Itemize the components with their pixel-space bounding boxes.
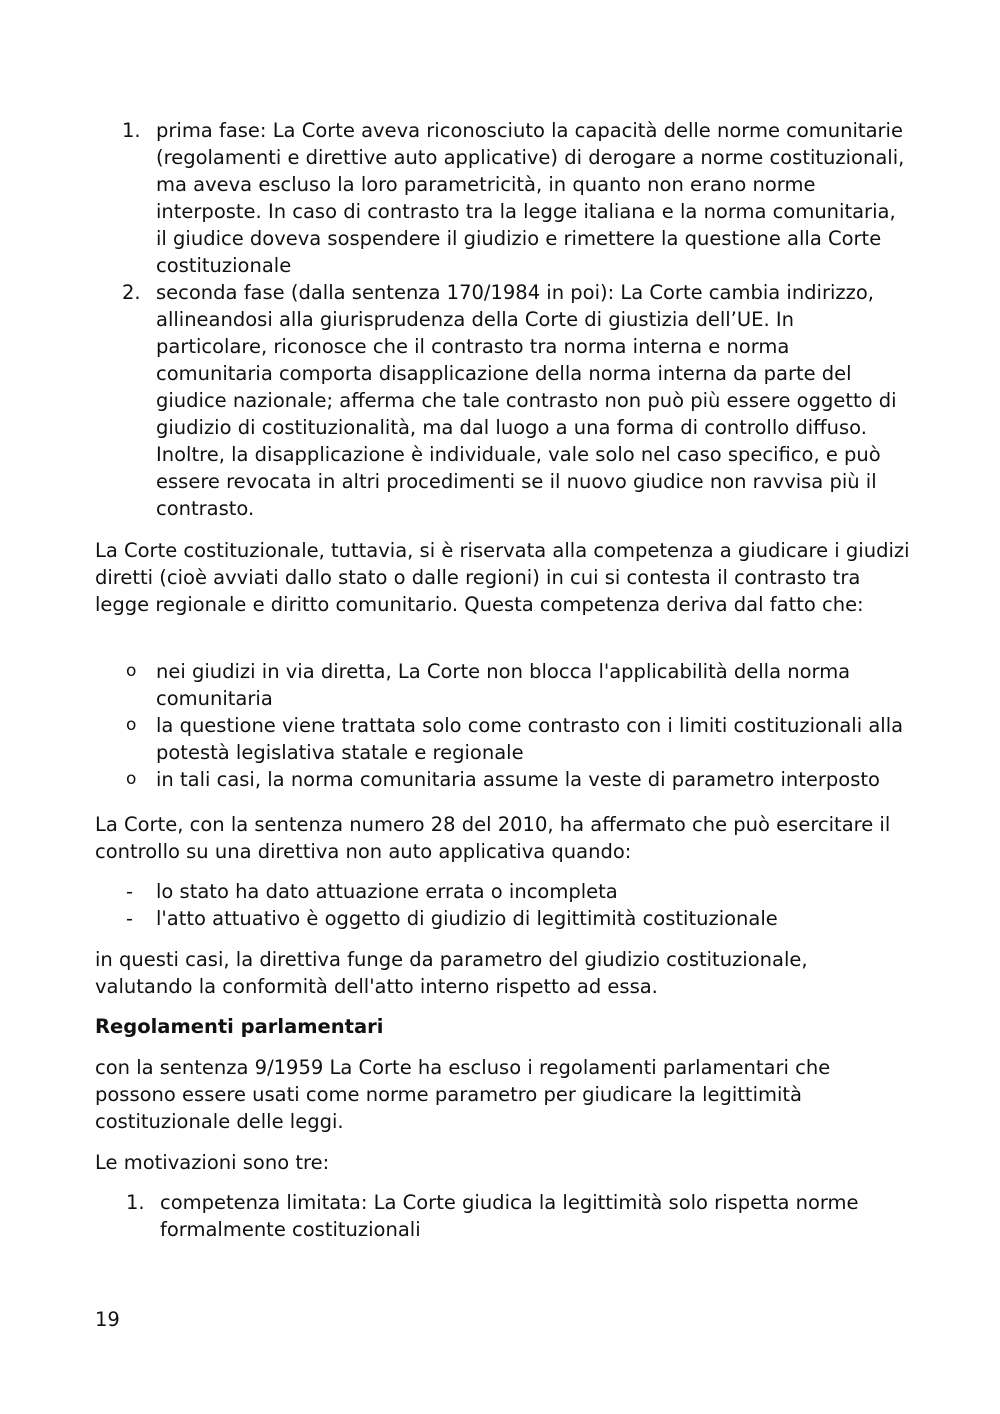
list-item-text: competenza limitata: La Corte giudica la legittimità solo rispetta norme formalmente costituzionali	[160, 1191, 859, 1241]
reasons-list	[95, 1189, 910, 1243]
list-item-text: l'atto attuativo è oggetto di giudizio di legittimità costituzionale	[156, 907, 778, 930]
list-item-text: seconda fase (dalla sentenza 170/1984 in poi): La Corte cambia indirizzo, allineandosi alla giurisprudenza della Corte di giustizia dell’UE. In particolare, riconosce che il contrasto tra norma interna e norma comunitaria comporta disapplicazione della norma interna da parte del giudice nazionale; afferma che tale contrasto non può più essere oggetto di giudizio di costituzionalità, ma dal luogo a una forma di controllo diffuso. Inoltre, la disapplicazione è individuale, vale solo nel caso specifico, e può essere revocata in altri procedimenti se il nuovo giudice non ravvisa più il contrasto.	[156, 281, 897, 520]
dash-list	[95, 878, 910, 932]
list-item-text: in tali casi, la norma comunitaria assume la veste di parametro interposto	[156, 768, 880, 791]
paragraph: con la sentenza 9/1959 La Corte ha escluso i regolamenti parlamentari che possono essere usati come norme parametro per giudicare la legittimità costituzionale delle leggi.	[95, 1056, 831, 1133]
list-item	[95, 658, 910, 712]
bullet-marker: o	[126, 661, 137, 681]
paragraph: La Corte costituzionale, tuttavia, si è riservata alla competenza a giudicare i giudizi diretti (cioè avviati dallo stato o dalle regioni) in cui si contesta il contrasto tra legge regionale e diritto comunitario. Questa competenza deriva dal fatto che:	[95, 539, 910, 616]
list-marker: 1.	[126, 1191, 145, 1214]
phases-list	[95, 117, 910, 522]
list-item-text: lo stato ha dato attuazione errata o incompleta	[156, 880, 618, 903]
section-heading: Regolamenti parlamentari	[95, 1015, 384, 1038]
bullet-marker: o	[126, 769, 137, 789]
paragraph: Le motivazioni sono tre:	[95, 1151, 330, 1174]
dash-marker: -	[126, 880, 134, 903]
list-marker: 1.	[122, 119, 141, 142]
list-item-text: la questione viene trattata solo come contrasto con i limiti costituzionali alla potestà legislativa statale e regionale	[156, 714, 904, 764]
list-item	[95, 279, 910, 522]
page-number: 19	[95, 1308, 120, 1331]
bullet-marker: o	[126, 715, 137, 735]
bullet-list	[95, 658, 910, 793]
list-marker: 2.	[122, 281, 141, 304]
list-item-text: nei giudizi in via diretta, La Corte non blocca l'applicabilità della norma comunitaria	[156, 660, 851, 710]
list-item	[95, 905, 910, 932]
dash-marker: -	[126, 907, 134, 930]
list-item	[95, 117, 910, 279]
list-item	[95, 1189, 910, 1243]
paragraph: La Corte, con la sentenza numero 28 del 2010, ha affermato che può esercitare il controllo su una direttiva non auto applicativa quando:	[95, 813, 891, 863]
list-item	[95, 878, 910, 905]
paragraph: in questi casi, la direttiva funge da parametro del giudizio costituzionale, valutando la conformità dell'atto interno rispetto ad essa.	[95, 948, 808, 998]
list-item-text: prima fase: La Corte aveva riconosciuto la capacità delle norme comunitarie (regolamenti e direttive auto applicative) di derogare a norme costituzionali, ma aveva escluso la loro parametricità, in quanto non erano norme interposte. In caso di contrasto tra la legge italiana e la norma comunitaria, il giudice doveva sospendere il giudizio e rimettere la questione alla Corte costituzionale	[156, 119, 905, 277]
list-item	[95, 712, 910, 766]
list-item	[95, 766, 910, 793]
